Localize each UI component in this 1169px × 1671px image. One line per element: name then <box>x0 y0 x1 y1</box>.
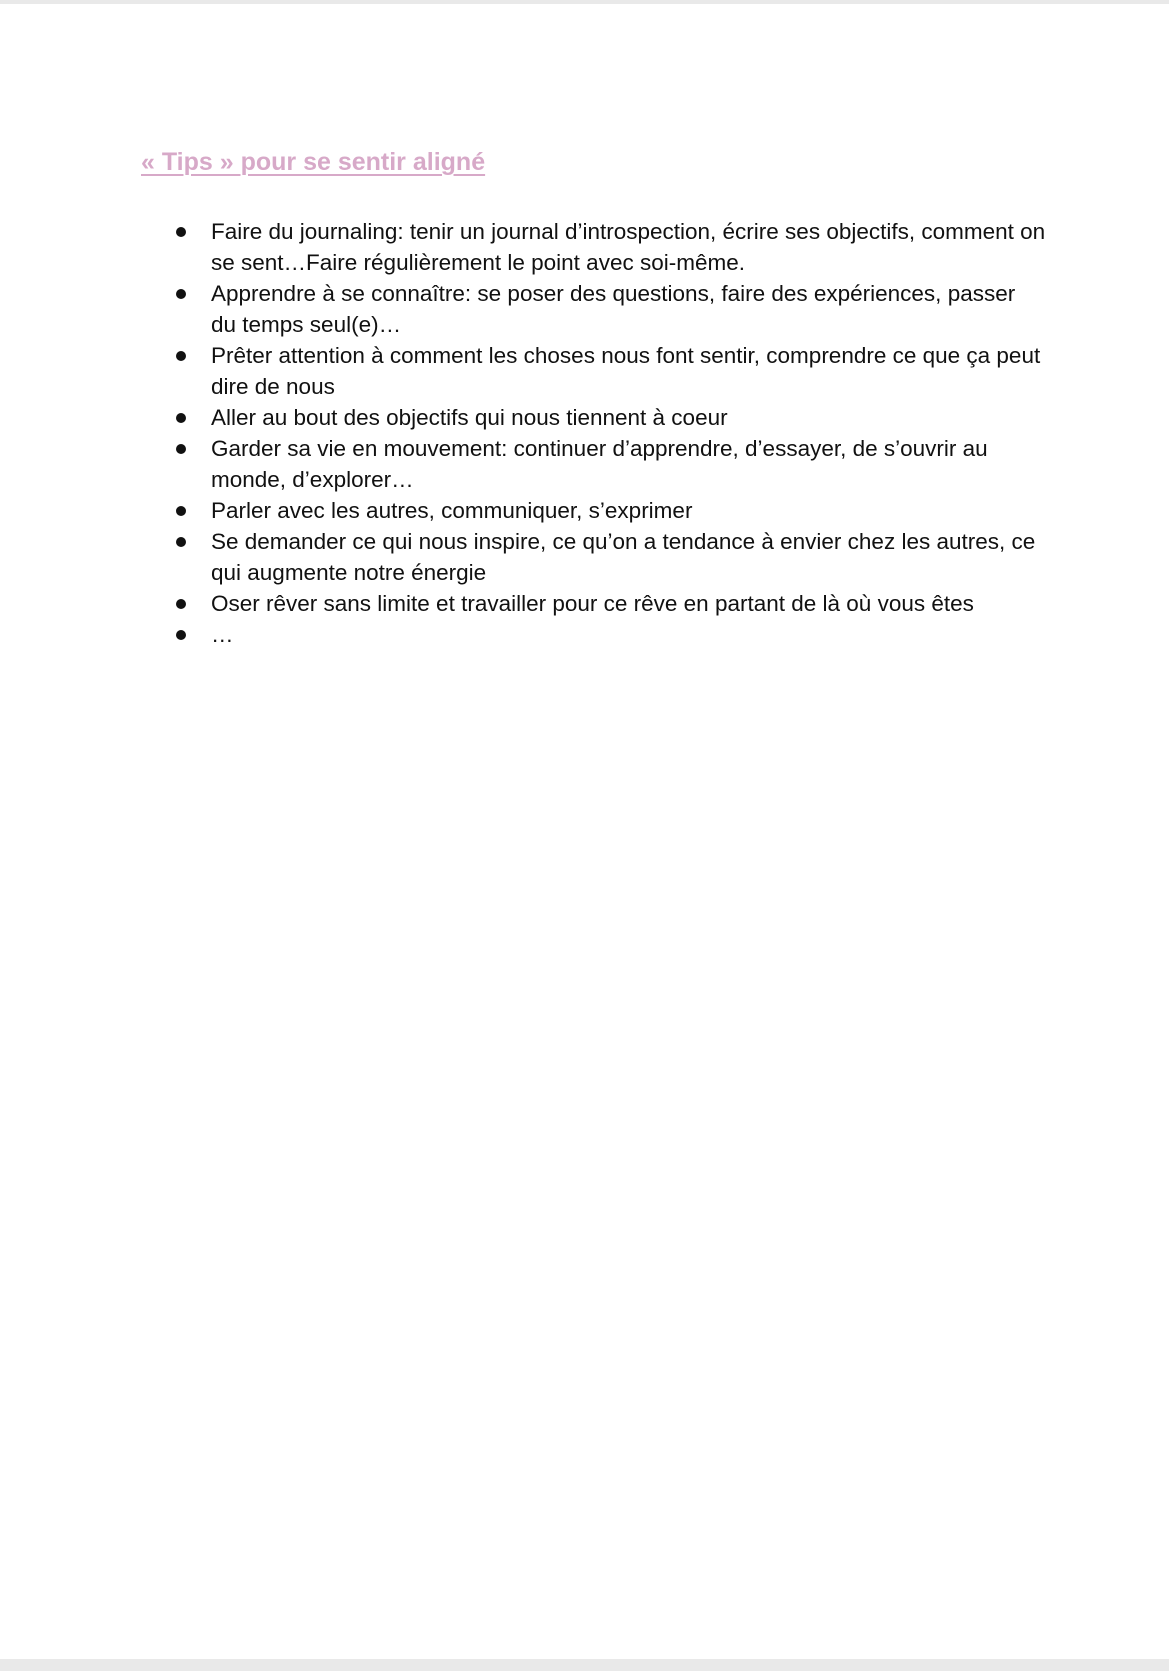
list-item <box>176 619 1046 650</box>
document-title: « Tips » pour se sentir aligné <box>141 148 486 176</box>
tip-text: Oser rêver sans limite et travailler pour ce rêve en partant de là où vous êtes <box>211 591 974 616</box>
tip-text: Se demander ce qui nous inspire, ce qu’on a tendance à envier chez les autres, ce qui augmente notre énergie <box>211 529 1036 585</box>
list-item <box>176 495 1046 526</box>
list-item <box>176 588 1046 619</box>
bullet-icon <box>176 506 186 516</box>
bullet-icon <box>176 227 186 237</box>
bullet-icon <box>176 413 186 423</box>
bullet-icon <box>176 630 186 640</box>
bullet-icon <box>176 599 186 609</box>
bullet-icon <box>176 444 186 454</box>
bullet-icon <box>176 537 186 547</box>
list-item <box>176 216 1046 278</box>
document-page <box>0 4 1169 1659</box>
tip-text: Apprendre à se connaître: se poser des questions, faire des expériences, passer du temps seul(e)… <box>211 281 1016 337</box>
list-item <box>176 340 1046 402</box>
list-item <box>176 433 1046 495</box>
list-item <box>176 526 1046 588</box>
list-item <box>176 402 1046 433</box>
tips-list <box>176 216 1046 650</box>
tip-text: Faire du journaling: tenir un journal d’introspection, écrire ses objectifs, comment on se sent…Faire régulièrement le point avec soi-même. <box>211 219 1046 275</box>
tip-text: … <box>211 622 234 647</box>
tip-text: Parler avec les autres, communiquer, s’exprimer <box>211 498 693 523</box>
tip-text: Prêter attention à comment les choses nous font sentir, comprendre ce que ça peut dire de nous <box>211 343 1041 399</box>
tip-text: Aller au bout des objectifs qui nous tiennent à coeur <box>211 405 728 430</box>
bullet-icon <box>176 351 186 361</box>
bullet-icon <box>176 289 186 299</box>
list-item <box>176 278 1046 340</box>
tip-text: Garder sa vie en mouvement: continuer d’apprendre, d’essayer, de s’ouvrir au monde, d’explorer… <box>211 436 988 492</box>
